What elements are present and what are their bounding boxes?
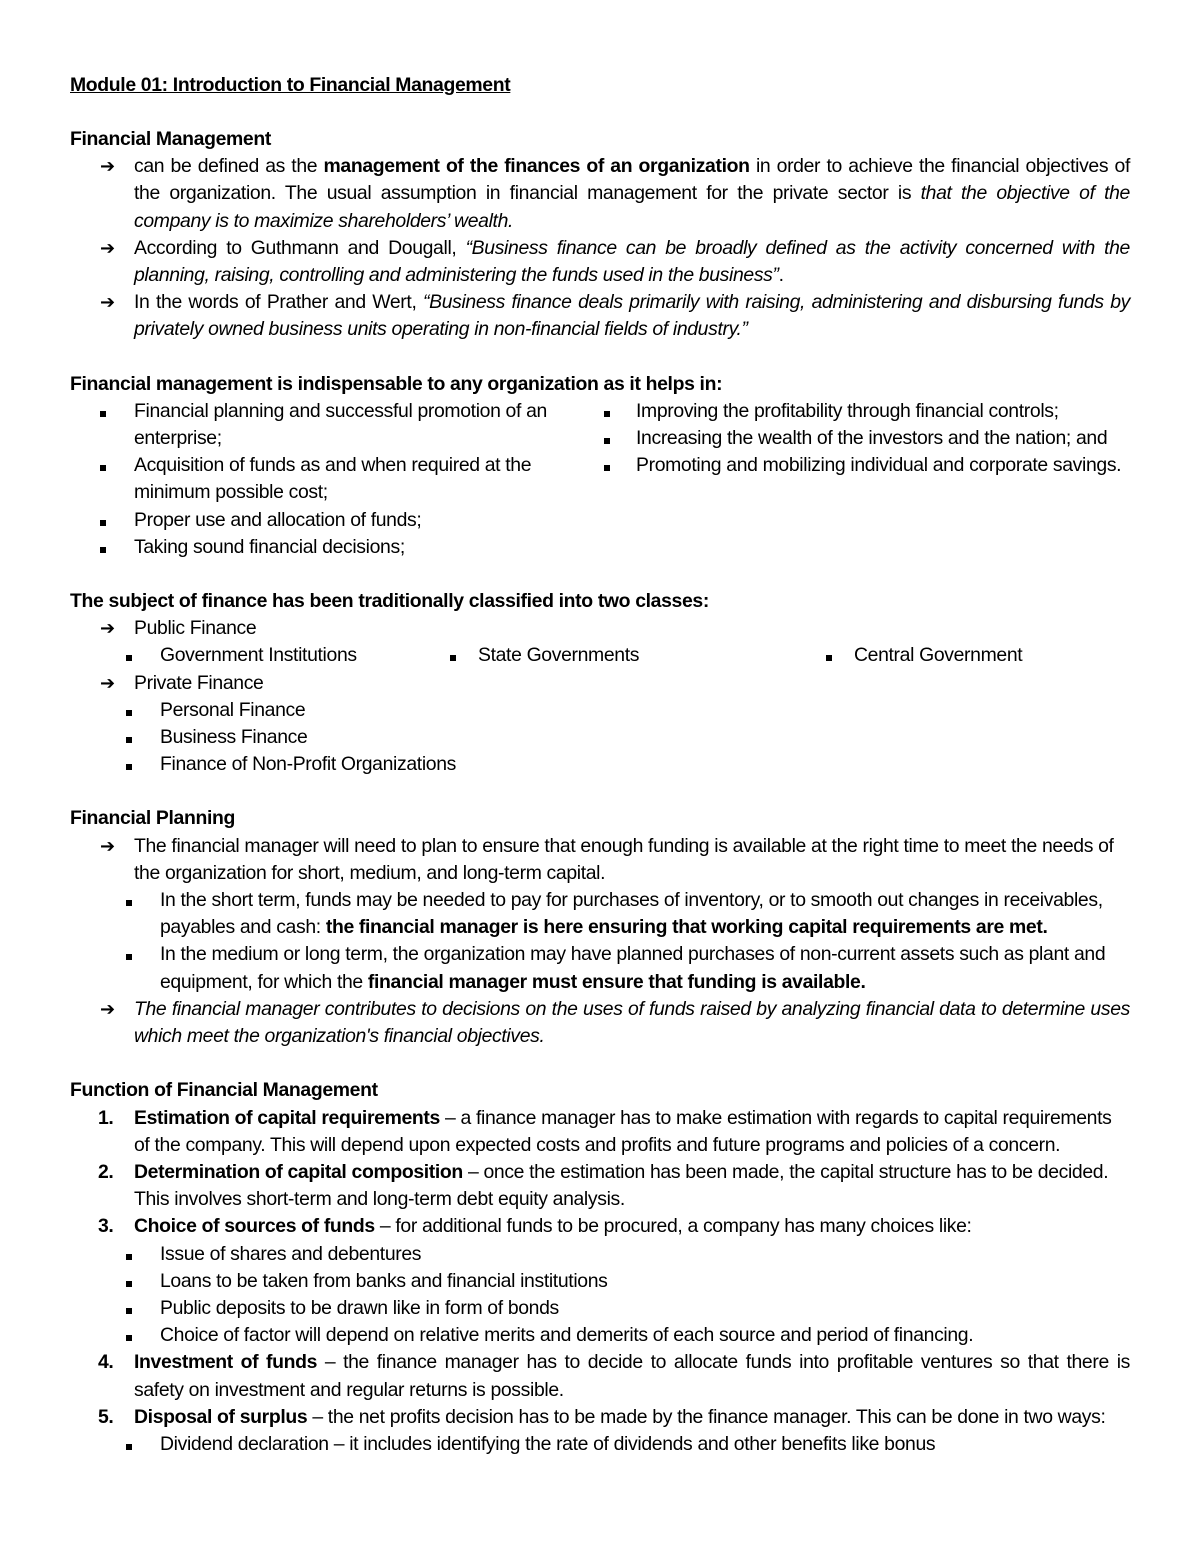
list-item: ➔ Private Finance xyxy=(70,670,1130,697)
square-bullet-icon xyxy=(604,465,610,471)
square-bullet-icon xyxy=(100,411,106,417)
list-item: Issue of shares and debentures xyxy=(70,1241,1130,1268)
square-bullet-icon xyxy=(126,710,132,716)
list-item: Choice of factor will depend on relative merits and demerits of each source and period of financing. xyxy=(70,1322,1130,1349)
square-bullet-icon xyxy=(450,655,456,661)
arrow-bullet-icon: ➔ xyxy=(100,618,115,639)
page-title: Module 01: Introduction to Financial Management xyxy=(70,74,511,96)
list-item: Increasing the wealth of the investors and the nation; and xyxy=(570,425,1130,452)
square-bullet-icon xyxy=(126,1308,132,1314)
square-bullet-icon xyxy=(126,655,132,661)
section-heading-classes: The subject of finance has been traditionally classified into two classes: xyxy=(70,590,709,613)
list-item: ➔ The financial manager contributes to decisions on the uses of funds raised by analyzing financial data to determine uses which meet the organization's financial objectives. xyxy=(100,997,1130,1048)
square-bullet-icon xyxy=(100,465,106,471)
square-bullet-icon xyxy=(126,764,132,770)
list-item: Proper use and allocation of funds; xyxy=(70,507,570,534)
numbered-item: 3. Choice of sources of funds – for additional funds to be procured, a company has many choices like: xyxy=(98,1215,972,1238)
section-heading-indispensable: Financial management is indispensable to any organization as it helps in: xyxy=(70,372,723,395)
list-item: Financial planning and successful promotion of an enterprise; xyxy=(70,398,570,452)
list-item: In the medium or long term, the organization may have planned purchases of non-current assets such as plant and equipment, for which the financial manager must ensure that funding is available. xyxy=(70,941,1130,995)
square-bullet-icon xyxy=(126,1281,132,1287)
arrow-bullet-icon: ➔ xyxy=(100,835,115,856)
list-item: Public deposits to be drawn like in form of bonds xyxy=(70,1295,1130,1322)
square-bullet-icon xyxy=(126,1335,132,1341)
arrow-bullet-icon: ➔ xyxy=(100,672,115,693)
list-item: Government Institutions xyxy=(70,642,446,669)
square-bullet-icon xyxy=(126,954,132,960)
square-bullet-icon xyxy=(100,547,106,553)
section-heading-financial-planning: Financial Planning xyxy=(70,807,236,830)
public-finance-items xyxy=(70,642,1130,669)
arrow-bullet-icon: ➔ xyxy=(100,237,115,258)
arrow-bullet-icon: ➔ xyxy=(100,292,115,313)
numbered-item: 1. Estimation of capital requirements – a finance manager has to make estimation with regards to capital requirements of the company. This will depend upon expected costs and profits and future programs and policies of a concern. xyxy=(98,1106,1112,1156)
square-bullet-icon xyxy=(126,1254,132,1260)
list-item: ➔ In the words of Prather and Wert, “Business finance deals primarily with raising, administering and disbursing funds by privately owned business units operating in non-financial fields of industry.” xyxy=(100,291,1130,341)
list-item: State Governments xyxy=(446,642,822,669)
list-item: Improving the profitability through financial controls; xyxy=(570,398,1130,425)
arrow-bullet-icon: ➔ xyxy=(100,998,115,1019)
numbered-item: 4. Investment of funds – the finance manager has to decide to allocate funds into profitable ventures so that there is safety on investment and regular returns is possible. xyxy=(98,1351,1130,1401)
list-item: ➔ Public Finance xyxy=(70,615,1130,642)
numbered-item: 2. Determination of capital composition – once the estimation has been made, the capital structure has to be decided. This involves short-term and long-term debt equity analysis. xyxy=(98,1160,1109,1211)
document-page xyxy=(70,72,1130,1458)
list-item: In the short term, funds may be needed to pay for purchases of inventory, or to smooth out changes in receivables, payables and cash: the financial manager is here ensuring that working capital requirements are met. xyxy=(70,887,1130,941)
list-item: ➔ The financial manager will need to plan to ensure that enough funding is available at the right time to meet the needs of the organization for short, medium, and long-term capital. xyxy=(100,834,1114,884)
section-heading-functions: Function of Financial Management xyxy=(70,1079,378,1102)
square-bullet-icon xyxy=(126,900,132,906)
arrow-bullet-icon: ➔ xyxy=(100,156,115,177)
list-item: Dividend declaration – it includes identifying the rate of dividends and other benefits like bonus xyxy=(70,1431,1130,1458)
numbered-item: 5. Disposal of surplus – the net profits decision has to be made by the finance manager. This can be done in two ways: xyxy=(98,1405,1106,1428)
list-item: Loans to be taken from banks and financial institutions xyxy=(70,1268,1130,1295)
list-item: Finance of Non-Profit Organizations xyxy=(70,751,1130,778)
square-bullet-icon xyxy=(826,655,832,661)
square-bullet-icon xyxy=(126,1444,132,1450)
two-column-list xyxy=(70,398,1130,561)
square-bullet-icon xyxy=(100,520,106,526)
square-bullet-icon xyxy=(604,438,610,444)
list-item: Promoting and mobilizing individual and corporate savings. xyxy=(570,452,1130,479)
list-item: ➔ According to Guthmann and Dougall, “Business finance can be broadly defined as the activity concerned with the planning, raising, controlling and administering the funds used in the business”. xyxy=(100,236,1130,287)
square-bullet-icon xyxy=(604,411,610,417)
list-item: ➔ can be defined as the management of the finances of an organization in order to achieve the financial objectives of the organization. The usual assumption in financial management for the private sector is that the objective of the company is to maximize shareholders’ wealth. xyxy=(100,155,1130,232)
list-item: Personal Finance xyxy=(70,697,1130,724)
list-item: Taking sound financial decisions; xyxy=(70,534,570,561)
list-item: Acquisition of funds as and when required at the minimum possible cost; xyxy=(70,452,570,506)
square-bullet-icon xyxy=(126,737,132,743)
list-item: Central Government xyxy=(822,642,1130,669)
section-heading-financial-management: Financial Management xyxy=(70,128,271,150)
list-item: Business Finance xyxy=(70,724,1130,751)
